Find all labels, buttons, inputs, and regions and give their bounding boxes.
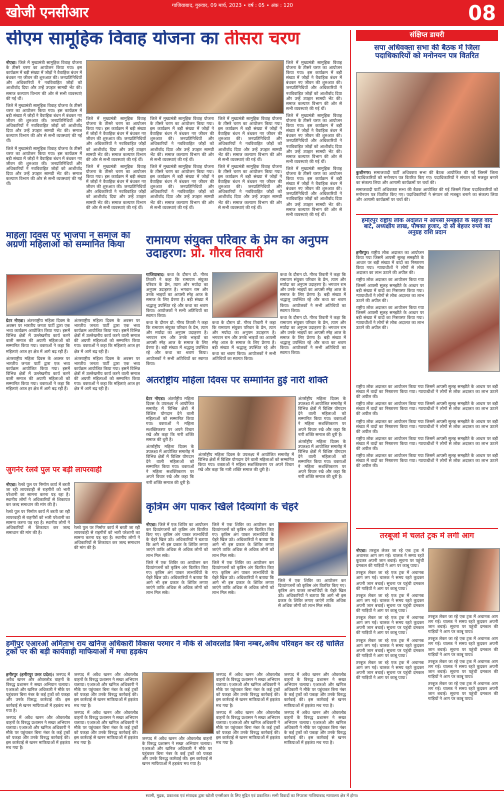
story-text-cont2: राष्ट्रीय लोक अदालत का आयोजन किया गया जिसमें आपसी सुलह समझौते के आधार पर बड़ी संख्या में वादों का निस्तारण किया गया। न्यायाधीशों ने लोगों से लोक अदालत का लाभ उठाने की अपील की।: [356, 304, 424, 331]
sidebar-story3-headline: [356, 532, 498, 546]
story-text-cont: जनपद में अवैध खनन और ओवरलोड वाहनों के विरुद्ध प्रशासन ने सख्त अभियान चलाया। एआरओ और खनिज अधिकारी ने मौके पर पहुंचकर बिना नंबर के कई ट्रकों को पकड़ा और उनके विरुद्ध कार्रवाई की। इस कार्रवाई से खनन माफियाओं में हड़कंप मच गया है।: [74, 709, 138, 746]
sidebar-story2-body-cont: [356, 384, 498, 524]
hamirpur-headline: [6, 640, 346, 670]
sidebar-story1-photo: [356, 72, 500, 168]
headline-part2: प्रो. गौरव तिवारी: [191, 245, 264, 260]
story-text: अंतरराष्ट्रीय महिला दिवस के अवसर पर भारतीय जनता पार्टी द्वारा एक भव्य कार्यक्रम आयोजित किया गया। इसमें विभिन्न क्षेत्रों में उल्लेखनीय कार्य करने वाली समाज की अग्रणी महिलाओं को सम्मानित किया गया। वक्ताओं ने कहा कि महिलाएं आज हर क्षेत्र में आगे बढ़ रही हैं।: [6, 318, 70, 354]
headline-text: हमीपुर एआरओ अमिताभ राय खनिज अधिकारी विकास परमार ने मौके से ओवरलोड बिना नम्बर,अवैध परिवहन कर रहे चालित ट्रकों पर की बड़ी कार्यवाही माफियाओं में मचा हड़कंप: [6, 640, 344, 656]
story-text: तरबूज लेकर जा रहे एक ट्रक में अचानक आग लग गई। चालक ने समय रहते कूदकर अपनी जान बचाई। सूचना पर पहुंची दमकल की गाड़ियों ने आग पर काबू पाया।: [356, 548, 424, 569]
bridge-photo: [74, 482, 142, 524]
headline-part2: तीसरा चरण: [224, 30, 300, 49]
story-text-cont: अंतर्राष्ट्रीय महिला दिवस के उपलक्ष्य में आयोजित समारोह में विभिन्न क्षेत्रों में विशिष्ट योगदान देने वाली महिलाओं को सम्मानित किया गया। वक्ताओं ने महिला सशक्तिकरण पर अपने विचार रखे और कहा कि नारी शक्ति समाज की धुरी है।: [298, 438, 346, 480]
story-text: जिले में एक शिविर का आयोजन कर दिव्यांगजनों को कृत्रिम अंग वितरित किए गए। कृत्रिम अंग पाकर लाभार्थियों के चेहरे खिल उठे। अधिकारियों ने बताया कि आगे भी इस प्रकार के शिविर लगाए जाएंगे ताकि अधिक से अधिक लोगों को लाभ मिल सके।: [146, 522, 208, 558]
sidebar-divider-2: [356, 528, 498, 529]
story-text: रेलवे पुल पर निर्माण कार्य में बरती जा रही लापरवाही से राहगीरों को भारी परेशानी का सामना करना पड़ रहा है। स्थानीय लोगों ने अधिकारियों से शिकायत कर जल्द समाधान की मांग की है।: [6, 482, 70, 508]
headline-text: तरबूजों में चलते ट्रक में लगी आग: [379, 532, 475, 540]
story-text: अंतर्राष्ट्रीय महिला दिवस के उपलक्ष्य में आयोजित समारोह में विभिन्न क्षेत्रों में विशिष्ट योगदान देने वाली महिलाओं को सम्मानित किया गया। वक्ताओं ने महिला सशक्तिकरण पर अपने विचार रखे और कहा कि नारी शक्ति समाज की धुरी है।: [198, 452, 294, 473]
story-text: जिले में एक शिविर का आयोजन कर दिव्यांगजनों को कृत्रिम अंग वितरित किए गए। कृत्रिम अंग पाकर लाभार्थियों के चेहरे खिल उठे। अधिकारियों ने बताया कि आगे भी इस प्रकार के शिविर लगाए जाएंगे ताकि अधिक से अधिक लोगों को लाभ मिल सके।: [278, 578, 346, 609]
story-text: जनपद में अवैध खनन और ओवरलोड वाहनों के विरुद्ध प्रशासन ने सख्त अभियान चलाया। एआरओ और खनिज अधिकारी ने मौके पर पहुंचकर बिना नंबर के कई ट्रकों को पकड़ा और उनके विरुद्ध कार्रवाई की। इस कार्रवाई से खनन माफियाओं में हड़कंप मच गया है।: [6, 672, 70, 713]
imprint-footer: स्वामी, मुद्रक, प्रकाशक एवं संपादक द्वारा खोजी एनसीआर के लिए मुद्रित एवं प्रकाशित। सभी विवादों का निपटारा गाजियाबाद न्यायालय क्षेत्र में होगा।: [0, 790, 504, 800]
story-text-cont: तरबूज लेकर जा रहे एक ट्रक में अचानक आग लग गई। चालक ने समय रहते कूदकर अपनी जान बचाई। सूचना पर पहुंची दमकल की गाड़ियों ने आग पर काबू पाया।: [356, 570, 424, 591]
bridge-headline: [6, 466, 140, 480]
sidebar-story1-body: [356, 170, 498, 212]
story-text: राष्ट्रीय लोक अदालत का आयोजन किया गया जिसमें आपसी सुलह समझौते के आधार पर बड़ी संख्या में वादों का निस्तारण किया गया। न्यायाधीशों ने लोगों से लोक अदालत का लाभ उठाने की अपील की।: [356, 384, 498, 400]
story-text: कथा के दौरान प्रो. गौरव तिवारी ने कहा कि रामायण संयुक्त परिवार के प्रेम, त्याग और मर्यादा का अनुपम उदाहरण है। भगवान राम और उनके भाइयों का आपसी स्नेह आज के समाज के लिए प्रेरणा है। बड़ी संख्या में श्रद्धालु उपस्थित रहे और कथा का श्रवण किया। आयोजकों ने सभी अतिथियों का स्वागत किया।: [212, 320, 276, 361]
story-text-cont2: जिले में मुख्यमंत्री सामूहिक विवाह योजना के तीसरे चरण का आयोजन किया गया। इस कार्यक्रम में बड़ी संख्या में जोड़ों ने वैवाहिक बंधन में बंधकर नए जीवन की शुरुआत की। जनप्रतिनिधियों और अधिकारियों ने नवविवाहित जोड़ों को आशीर्वाद दिया और उन्हें उपहार सामग्री भेंट की। समाज कल्याण विभाग की ओर से सभी व्यवस्थाएं की गई थीं।: [286, 165, 342, 217]
story-text-cont2: तरबूज लेकर जा रहे एक ट्रक में अचानक आग लग गई। चालक ने समय रहते कूदकर अपनी जान बचाई। सूचना पर पहुंची दमकल की गाड़ियों ने आग पर काबू पाया।: [428, 658, 498, 680]
headline-text: सपा अधिवक्ता सभा की बैठक में जिला पदाधिकारियों को मनोनयन पत्र वितरित: [374, 44, 480, 60]
story-text: जिले में मुख्यमंत्री सामूहिक विवाह योजना के तीसरे चरण का आयोजन किया गया। इस कार्यक्रम में बड़ी संख्या में जोड़ों ने वैवाहिक बंधन में बंधकर नए जीवन की शुरुआत की। जनप्रतिनिधियों और अधिकारियों ने नवविवाहित जोड़ों को आशीर्वाद दिया और उन्हें उपहार सामग्री भेंट की। समाज कल्याण विभाग की ओर से सभी व्यवस्थाएं की गई थीं।: [150, 116, 214, 162]
dateline: नोएडा।: [6, 60, 17, 65]
sidebar-divider: [356, 214, 498, 215]
headline-text: जुगनेर रेलवे पुल पर बड़ी लापरवाही: [6, 466, 102, 474]
story-text: अंतर्राष्ट्रीय महिला दिवस के उपलक्ष्य में आयोजित समारोह में विभिन्न क्षेत्रों में विशिष्ट योगदान देने वाली महिलाओं को सम्मानित किया गया। वक्ताओं ने महिला सशक्तिकरण पर अपने विचार रखे और कहा कि नारी शक्ति समाज की धुरी है।: [298, 396, 346, 437]
page-number: 08: [468, 1, 496, 25]
artificial-limb-body-col3: [278, 578, 346, 632]
artificial-limb-photo: [278, 522, 348, 576]
story-text: जनपद में अवैध खनन और ओवरलोड वाहनों के विरुद्ध प्रशासन ने सख्त अभियान चलाया। एआरओ और खनिज अधिकारी ने मौके पर पहुंचकर बिना नंबर के कई ट्रकों को पकड़ा और उनके विरुद्ध कार्रवाई की। इस कार्रवाई से खनन माफियाओं में हड़कंप मच गया है।: [142, 736, 212, 767]
story-text: समाजवादी पार्टी अधिवक्ता सभा की बैठक आयोजित की गई जिसमें जिला पदाधिकारियों को मनोनयन पत्र वितरित किए गए। पदाधिकारियों ने संगठन को मजबूत बनाने का संकल्प लिया और आगामी कार्यक्रमों पर चर्चा की।: [356, 170, 498, 186]
story-text-cont: जनपद में अवैध खनन और ओवरलोड वाहनों के विरुद्ध प्रशासन ने सख्त अभियान चलाया। एआरओ और खनिज अधिकारी ने मौके पर पहुंचकर बिना नंबर के कई ट्रकों को पकड़ा और उनके विरुद्ध कार्रवाई की। इस कार्रवाई से खनन माफियाओं में हड़कंप मच गया है।: [6, 714, 70, 751]
mass-wedding-body: [6, 60, 82, 230]
story-text-cont: समाजवादी पार्टी अधिवक्ता सभा की बैठक आयोजित की गई जिसमें जिला पदाधिकारियों को मनोनयन पत्र वितरित किए गए। पदाधिकारियों ने संगठन को मजबूत बनाने का संकल्प लिया और आगामी कार्यक्रमों पर चर्चा की।: [356, 187, 498, 203]
dateline: ग्रेटर नोएडा।: [146, 396, 166, 401]
story-text: तरबूज लेकर जा रहे एक ट्रक में अचानक आग लग गई। चालक ने समय रहते कूदकर अपनी जान बचाई। सूचना पर पहुंची दमकल की गाड़ियों ने आग पर काबू पाया।: [428, 614, 498, 635]
dateline: कुशीनगर।: [356, 170, 372, 175]
story-text-cont4: तरबूज लेकर जा रहे एक ट्रक में अचानक आग लग गई। चालक ने समय रहते कूदकर अपनी जान बचाई। सूचना पर पहुंची दमकल की गाड़ियों ने आग पर काबू पाया।: [356, 637, 424, 658]
story-text-cont3: राष्ट्रीय लोक अदालत का आयोजन किया गया जिसमें आपसी सुलह समझौते के आधार पर बड़ी संख्या में वादों का निस्तारण किया गया। न्यायाधीशों ने लोगों से लोक अदालत का लाभ उठाने की अपील की।: [356, 435, 498, 452]
story-text-cont5: तरबूज लेकर जा रहे एक ट्रक में अचानक आग लग गई। चालक ने समय रहते कूदकर अपनी जान बचाई। सूचना पर पहुंची दमकल की गाड़ियों ने आग पर काबू पाया।: [356, 659, 424, 681]
ramayan-body-col2: [212, 320, 276, 370]
story-text-cont: अंतरराष्ट्रीय महिला दिवस के अवसर पर भारतीय जनता पार्टी द्वारा एक भव्य कार्यक्रम आयोजित किया गया। इसमें विभिन्न क्षेत्रों में उल्लेखनीय कार्य करने वाली समाज की अग्रणी महिलाओं को सम्मानित किया गया। वक्ताओं ने कहा कि महिलाएं आज हर क्षेत्र में आगे बढ़ रही हैं।: [6, 355, 70, 392]
story-text-cont4: राष्ट्रीय लोक अदालत का आयोजन किया गया जिसमें आपसी सुलह समझौते के आधार पर बड़ी संख्या में वादों का निस्तारण किया गया। न्यायाधीशों ने लोगों से लोक अदालत का लाभ उठाने की अपील की।: [356, 453, 498, 469]
masthead: [0, 0, 504, 26]
sidebar-story2-body: [356, 250, 424, 380]
story-text-cont: जिले में एक शिविर का आयोजन कर दिव्यांगजनों को कृत्रिम अंग वितरित किए गए। कृत्रिम अंग पाकर लाभार्थियों के चेहरे खिल उठे। अधिकारियों ने बताया कि आगे भी इस प्रकार के शिविर लगाए जाएंगे ताकि अधिक से अधिक लोगों को लाभ मिल सके।: [146, 559, 208, 596]
story-text-cont: जिले में मुख्यमंत्री सामूहिक विवाह योजना के तीसरे चरण का आयोजन किया गया। इस कार्यक्रम में बड़ी संख्या में जोड़ों ने वैवाहिक बंधन में बंधकर नए जीवन की शुरुआत की। जनप्रतिनिधियों और अधिकारियों ने नवविवाहित जोड़ों को आशीर्वाद दिया और उन्हें उपहार सामग्री भेंट की। समाज कल्याण विभाग की ओर से सभी व्यवस्थाएं की गई थीं।: [86, 163, 146, 210]
headline-text: महिला दिवस पर भाजपा ने समाज की अग्रणी महिलाओं को सम्मानित किया: [6, 232, 131, 251]
sidebar-story3-body: [356, 548, 424, 788]
bridge-body-col2: [74, 525, 140, 560]
story-text-cont: तरबूज लेकर जा रहे एक ट्रक में अचानक आग लग गई। चालक ने समय रहते कूदकर अपनी जान बचाई। सूचना पर पहुंची दमकल की गाड़ियों ने आग पर काबू पाया।: [428, 636, 498, 657]
story-text: रेलवे पुल पर निर्माण कार्य में बरती जा रही लापरवाही से राहगीरों को भारी परेशानी का सामना करना पड़ रहा है। स्थानीय लोगों ने अधिकारियों से शिकायत कर जल्द समाधान की मांग की है।: [74, 525, 140, 551]
story-text: जनपद में अवैध खनन और ओवरलोड वाहनों के विरुद्ध प्रशासन ने सख्त अभियान चलाया। एआरओ और खनिज अधिकारी ने मौके पर पहुंचकर बिना नंबर के कई ट्रकों को पकड़ा और उनके विरुद्ध कार्रवाई की। इस कार्रवाई से खनन माफियाओं में हड़कंप मच गया है।: [284, 672, 346, 708]
sidebar-story1-headline: [356, 44, 498, 70]
mass-wedding-photo: [86, 60, 284, 114]
story-text-cont: राष्ट्रीय लोक अदालत का आयोजन किया गया जिसमें आपसी सुलह समझौते के आधार पर बड़ी संख्या में वादों का निस्तारण किया गया। न्यायाधीशों ने लोगों से लोक अदालत का लाभ उठाने की अपील की।: [356, 401, 498, 417]
story-text-cont: जिले में मुख्यमंत्री सामूहिक विवाह योजना के तीसरे चरण का आयोजन किया गया। इस कार्यक्रम में बड़ी संख्या में जोड़ों ने वैवाहिक बंधन में बंधकर नए जीवन की शुरुआत की। जनप्रतिनिधियों और अधिकारियों ने नवविवाहित जोड़ों को आशीर्वाद दिया और उन्हें उपहार सामग्री भेंट की। समाज कल्याण विभाग की ओर से सभी व्यवस्थाएं की गई थीं।: [286, 112, 342, 164]
dateline: गाजियाबाद।: [146, 272, 165, 277]
women-day-body-col2: [198, 452, 294, 498]
mass-wedding-headline: [6, 30, 346, 56]
ramayan-body: [146, 272, 208, 370]
hamirpur-photo: [142, 672, 214, 734]
hamirpur-body: [6, 672, 70, 788]
dateline: नोएडा।: [356, 548, 367, 553]
ramayan-headline: [146, 234, 346, 270]
story-text: जनपद में अवैध खनन और ओवरलोड वाहनों के विरुद्ध प्रशासन ने सख्त अभियान चलाया। एआरओ और खनिज अधिकारी ने मौके पर पहुंचकर बिना नंबर के कई ट्रकों को पकड़ा और उनके विरुद्ध कार्रवाई की। इस कार्रवाई से खनन माफियाओं में हड़कंप मच गया है।: [74, 672, 138, 708]
women-day-body-col3: [298, 396, 346, 498]
headline-text: अंतर्राष्ट्रीय महिला दिवस पर सम्मानित हुई नारी शक्ति: [146, 376, 328, 386]
hamirpur-body-col3: [142, 736, 212, 788]
story-text: राष्ट्रीय लोक अदालत का आयोजन किया गया जिसमें आपसी सुलह समझौते के आधार पर बड़ी संख्या में वादों का निस्तारण किया गया। न्यायाधीशों ने लोगों से लोक अदालत का लाभ उठाने की अपील की।: [356, 250, 424, 276]
story-text-cont2: तरबूज लेकर जा रहे एक ट्रक में अचानक आग लग गई। चालक ने समय रहते कूदकर अपनी जान बचाई। सूचना पर पहुंची दमकल की गाड़ियों ने आग पर काबू पाया।: [356, 592, 424, 614]
edition-info: गाजियाबाद, गुरुवार, 09 मार्च, 2023 • वर्ष : 05 • अंक : 120: [172, 3, 293, 9]
story-text-cont2: राष्ट्रीय लोक अदालत का आयोजन किया गया जिसमें आपसी सुलह समझौते के आधार पर बड़ी संख्या में वादों का निस्तारण किया गया। न्यायाधीशों ने लोगों से लोक अदालत का लाभ उठाने की अपील की।: [356, 418, 498, 434]
ramayan-photo: [212, 272, 278, 318]
story-text-cont2: जिले में मुख्यमंत्री सामूहिक विवाह योजना के तीसरे चरण का आयोजन किया गया। इस कार्यक्रम में बड़ी संख्या में जोड़ों ने वैवाहिक बंधन में बंधकर नए जीवन की शुरुआत की। जनप्रतिनिधियों और अधिकारियों ने नवविवाहित जोड़ों को आशीर्वाद दिया और उन्हें उपहार सामग्री भेंट की। समाज कल्याण विभाग की ओर से सभी व्यवस्थाएं की गई थीं।: [6, 145, 82, 187]
headline-text: कृत्रिम अंग पाकर खिले दिव्यांगों के चेहरे: [146, 502, 299, 513]
dateline: हमीरपुर।: [356, 250, 370, 255]
sidebar-story2-headline: [356, 218, 498, 248]
story-text-cont3: तरबूज लेकर जा रहे एक ट्रक में अचानक आग लग गई। चालक ने समय रहते कूदकर अपनी जान बचाई। सूचना पर पहुंची दमकल की गाड़ियों ने आग पर काबू पाया।: [356, 615, 424, 636]
story-text-cont: जिले में मुख्यमंत्री सामूहिक विवाह योजना के तीसरे चरण का आयोजन किया गया। इस कार्यक्रम में बड़ी संख्या में जोड़ों ने वैवाहिक बंधन में बंधकर नए जीवन की शुरुआत की। जनप्रतिनिधियों और अधिकारियों ने नवविवाहित जोड़ों को आशीर्वाद दिया और उन्हें उपहार सामग्री भेंट की। समाज कल्याण विभाग की ओर से सभी व्यवस्थाएं की गई थीं।: [6, 102, 82, 144]
story-text-cont: जिले में एक शिविर का आयोजन कर दिव्यांगजनों को कृत्रिम अंग वितरित किए गए। कृत्रिम अंग पाकर लाभार्थियों के चेहरे खिल उठे। अधिकारियों ने बताया कि आगे भी इस प्रकार के शिविर लगाए जाएंगे ताकि अधिक से अधिक लोगों को लाभ मिल सके।: [212, 559, 274, 596]
women-day-photo: [198, 396, 296, 450]
bridge-body: [6, 482, 70, 560]
story-text: जिले में मुख्यमंत्री सामूहिक विवाह योजना के तीसरे चरण का आयोजन किया गया। इस कार्यक्रम में बड़ी संख्या में जोड़ों ने वैवाहिक बंधन में बंधकर नए जीवन की शुरुआत की। जनप्रतिनिधियों और अधिकारियों ने नवविवाहित जोड़ों को आशीर्वाद दिया और उन्हें उपहार सामग्री भेंट की। समाज कल्याण विभाग की ओर से सभी व्यवस्थाएं की गई थीं।: [6, 60, 82, 101]
sidebar-story3-photo: [428, 548, 500, 612]
story-text: अंतरराष्ट्रीय महिला दिवस के अवसर पर भारतीय जनता पार्टी द्वारा एक भव्य कार्यक्रम आयोजित किया गया। इसमें विभिन्न क्षेत्रों में उल्लेखनीय कार्य करने वाली समाज की अग्रणी महिलाओं को सम्मानित किया गया। वक्ताओं ने कहा कि महिलाएं आज हर क्षेत्र में आगे बढ़ रही हैं।: [74, 318, 140, 354]
story-text-cont: कथा के दौरान प्रो. गौरव तिवारी ने कहा कि रामायण संयुक्त परिवार के प्रेम, त्याग और मर्यादा का अनुपम उदाहरण है। भगवान राम और उनके भाइयों का आपसी स्नेह आज के समाज के लिए प्रेरणा है। बड़ी संख्या में श्रद्धालु उपस्थित रहे और कथा का श्रवण किया। आयोजकों ने सभी अतिथियों का स्वागत किया।: [146, 319, 208, 366]
dateline: ग्रेटर नोएडा।: [6, 318, 25, 323]
hamirpur-body-col4: [216, 672, 280, 788]
artificial-limb-body: [146, 522, 208, 632]
story-text-cont: जिले में मुख्यमंत्री सामूहिक विवाह योजना के तीसरे चरण का आयोजन किया गया। इस कार्यक्रम में बड़ी संख्या में जोड़ों ने वैवाहिक बंधन में बंधकर नए जीवन की शुरुआत की। जनप्रतिनिधियों और अधिकारियों ने नवविवाहित जोड़ों को आशीर्वाद दिया और उन्हें उपहार सामग्री भेंट की। समाज कल्याण विभाग की ओर से सभी व्यवस्थाएं की गई थीं।: [218, 163, 282, 210]
bjp-women-body-col2: [74, 318, 140, 462]
headline-text: हमीरपुर राष्ट्रीय लोक अदालत में आपसी समझौते के सहज वाद बाटे, अध्यक्षीय लाख, पौषक्त हजार, दो सौ बेहत्तर रुपये का अनुग्रह राशि प्रदान: [361, 218, 493, 237]
artificial-limb-body-col2: [212, 522, 274, 632]
mass-wedding-body-col4: [218, 116, 282, 230]
story-text-cont: अंतर्राष्ट्रीय महिला दिवस के उपलक्ष्य में आयोजित समारोह में विभिन्न क्षेत्रों में विशिष्ट योगदान देने वाली महिलाओं को सम्मानित किया गया। वक्ताओं ने महिला सशक्तिकरण पर अपने विचार रखे और कहा कि नारी शक्ति समाज की धुरी है।: [146, 443, 194, 485]
headline-part1: रामायण संयुक्त परिवार के प्रेम का अनुपम उदाहरण:: [146, 234, 329, 260]
story-text-cont: राष्ट्रीय लोक अदालत का आयोजन किया गया जिसमें आपसी सुलह समझौते के आधार पर बड़ी संख्या में वादों का निस्तारण किया गया। न्यायाधीशों ने लोगों से लोक अदालत का लाभ उठाने की अपील की।: [356, 277, 424, 303]
sidebar-story2-photo: [428, 250, 500, 372]
hamirpur-body-col5: [284, 672, 346, 788]
story-text: जनपद में अवैध खनन और ओवरलोड वाहनों के विरुद्ध प्रशासन ने सख्त अभियान चलाया। एआरओ और खनिज अधिकारी ने मौके पर पहुंचकर बिना नंबर के कई ट्रकों को पकड़ा और उनके विरुद्ध कार्रवाई की। इस कार्रवाई से खनन माफियाओं में हड़कंप मच गया है।: [216, 672, 280, 708]
story-text-cont: जिले में मुख्यमंत्री सामूहिक विवाह योजना के तीसरे चरण का आयोजन किया गया। इस कार्यक्रम में बड़ी संख्या में जोड़ों ने वैवाहिक बंधन में बंधकर नए जीवन की शुरुआत की। जनप्रतिनिधियों और अधिकारियों ने नवविवाहित जोड़ों को आशीर्वाद दिया और उन्हें उपहार सामग्री भेंट की। समाज कल्याण विभाग की ओर से सभी व्यवस्थाएं की गई थीं।: [150, 163, 214, 210]
headline-part1: सीएम सामूहिक विवाह योजना का: [6, 30, 219, 49]
section-divider: [6, 636, 346, 637]
story-text: अंतर्राष्ट्रीय महिला दिवस के उपलक्ष्य में आयोजित समारोह में विभिन्न क्षेत्रों में विशिष्ट योगदान देने वाली महिलाओं को सम्मानित किया गया। वक्ताओं ने महिला सशक्तिकरण पर अपने विचार रखे और कहा कि नारी शक्ति समाज की धुरी है।: [146, 396, 194, 442]
dateline: नोएडा।: [146, 522, 157, 527]
sidebar-story3-body-col2: [428, 614, 498, 788]
paper-name: खोजी एनसीआर: [6, 5, 89, 21]
story-text: जिले में एक शिविर का आयोजन कर दिव्यांगजनों को कृत्रिम अंग वितरित किए गए। कृत्रिम अंग पाकर लाभार्थियों के चेहरे खिल उठे। अधिकारियों ने बताया कि आगे भी इस प्रकार के शिविर लगाए जाएंगे ताकि अधिक से अधिक लोगों को लाभ मिल सके।: [212, 522, 274, 558]
sidebar-section-label: संक्षिप्त डायरी: [356, 30, 498, 41]
women-day-headline: [146, 376, 346, 392]
bjp-women-headline: [6, 232, 140, 272]
story-text-cont: कथा के दौरान प्रो. गौरव तिवारी ने कहा कि रामायण संयुक्त परिवार के प्रेम, त्याग और मर्यादा का अनुपम उदाहरण है। भगवान राम और उनके भाइयों का आपसी स्नेह आज के समाज के लिए प्रेरणा है। बड़ी संख्या में श्रद्धालु उपस्थित रहे और कथा का श्रवण किया। आयोजकों ने सभी अतिथियों का स्वागत किया।: [280, 314, 346, 356]
women-day-body: [146, 396, 194, 498]
story-text: जिले में मुख्यमंत्री सामूहिक विवाह योजना के तीसरे चरण का आयोजन किया गया। इस कार्यक्रम में बड़ी संख्या में जोड़ों ने वैवाहिक बंधन में बंधकर नए जीवन की शुरुआत की। जनप्रतिनिधियों और अधिकारियों ने नवविवाहित जोड़ों को आशीर्वाद दिया और उन्हें उपहार सामग्री भेंट की। समाज कल्याण विभाग की ओर से सभी व्यवस्थाएं की गई थीं।: [286, 60, 342, 111]
mass-wedding-body-col5: [286, 60, 342, 230]
ramayan-body-col3: [280, 272, 346, 370]
dateline: हमीरपुर (हमीरपुर उत्तर प्रदेश)।: [6, 672, 55, 677]
bjp-women-body: [6, 318, 70, 462]
bjp-women-photo: [6, 274, 142, 316]
story-text: जिले में मुख्यमंत्री सामूहिक विवाह योजना के तीसरे चरण का आयोजन किया गया। इस कार्यक्रम में बड़ी संख्या में जोड़ों ने वैवाहिक बंधन में बंधकर नए जीवन की शुरुआत की। जनप्रतिनिधियों और अधिकारियों ने नवविवाहित जोड़ों को आशीर्वाद दिया और उन्हें उपहार सामग्री भेंट की। समाज कल्याण विभाग की ओर से सभी व्यवस्थाएं की गई थीं।: [218, 116, 282, 162]
dateline: नोएडा।: [6, 482, 17, 487]
story-text-cont: जनपद में अवैध खनन और ओवरलोड वाहनों के विरुद्ध प्रशासन ने सख्त अभियान चलाया। एआरओ और खनिज अधिकारी ने मौके पर पहुंचकर बिना नंबर के कई ट्रकों को पकड़ा और उनके विरुद्ध कार्रवाई की। इस कार्रवाई से खनन माफियाओं में हड़कंप मच गया है।: [284, 709, 346, 746]
story-text-cont: अंतरराष्ट्रीय महिला दिवस के अवसर पर भारतीय जनता पार्टी द्वारा एक भव्य कार्यक्रम आयोजित किया गया। इसमें विभिन्न क्षेत्रों में उल्लेखनीय कार्य करने वाली समाज की अग्रणी महिलाओं को सम्मानित किया गया। वक्ताओं ने कहा कि महिलाएं आज हर क्षेत्र में आगे बढ़ रही हैं।: [74, 355, 140, 392]
story-text: कथा के दौरान प्रो. गौरव तिवारी ने कहा कि रामायण संयुक्त परिवार के प्रेम, त्याग और मर्यादा का अनुपम उदाहरण है। भगवान राम और उनके भाइयों का आपसी स्नेह आज के समाज के लिए प्रेरणा है। बड़ी संख्या में श्रद्धालु उपस्थित रहे और कथा का श्रवण किया। आयोजकों ने सभी अतिथियों का स्वागत किया।: [146, 272, 208, 318]
story-text: जिले में मुख्यमंत्री सामूहिक विवाह योजना के तीसरे चरण का आयोजन किया गया। इस कार्यक्रम में बड़ी संख्या में जोड़ों ने वैवाहिक बंधन में बंधकर नए जीवन की शुरुआत की। जनप्रतिनिधियों और अधिकारियों ने नवविवाहित जोड़ों को आशीर्वाद दिया और उन्हें उपहार सामग्री भेंट की। समाज कल्याण विभाग की ओर से सभी व्यवस्थाएं की गई थीं।: [86, 116, 146, 162]
column-divider: [350, 30, 351, 788]
story-text: कथा के दौरान प्रो. गौरव तिवारी ने कहा कि रामायण संयुक्त परिवार के प्रेम, त्याग और मर्यादा का अनुपम उदाहरण है। भगवान राम और उनके भाइयों का आपसी स्नेह आज के समाज के लिए प्रेरणा है। बड़ी संख्या में श्रद्धालु उपस्थित रहे और कथा का श्रवण किया। आयोजकों ने सभी अतिथियों का स्वागत किया।: [280, 272, 346, 313]
artificial-limb-headline: [146, 502, 346, 518]
story-text-cont: जनपद में अवैध खनन और ओवरलोड वाहनों के विरुद्ध प्रशासन ने सख्त अभियान चलाया। एआरओ और खनिज अधिकारी ने मौके पर पहुंचकर बिना नंबर के कई ट्रकों को पकड़ा और उनके विरुद्ध कार्रवाई की। इस कार्रवाई से खनन माफियाओं में हड़कंप मच गया है।: [216, 709, 280, 746]
story-text-cont3: तरबूज लेकर जा रहे एक ट्रक में अचानक आग लग गई। चालक ने समय रहते कूदकर अपनी जान बचाई। सूचना पर पहुंची दमकल की गाड़ियों ने आग पर काबू पाया।: [428, 681, 498, 702]
mass-wedding-body-col3: [150, 116, 214, 230]
hamirpur-body-col2: [74, 672, 138, 788]
mass-wedding-body-col2: [86, 116, 146, 230]
story-text-cont: रेलवे पुल पर निर्माण कार्य में बरती जा रही लापरवाही से राहगीरों को भारी परेशानी का सामना करना पड़ रहा है। स्थानीय लोगों ने अधिकारियों से शिकायत कर जल्द समाधान की मांग की है।: [6, 509, 70, 535]
